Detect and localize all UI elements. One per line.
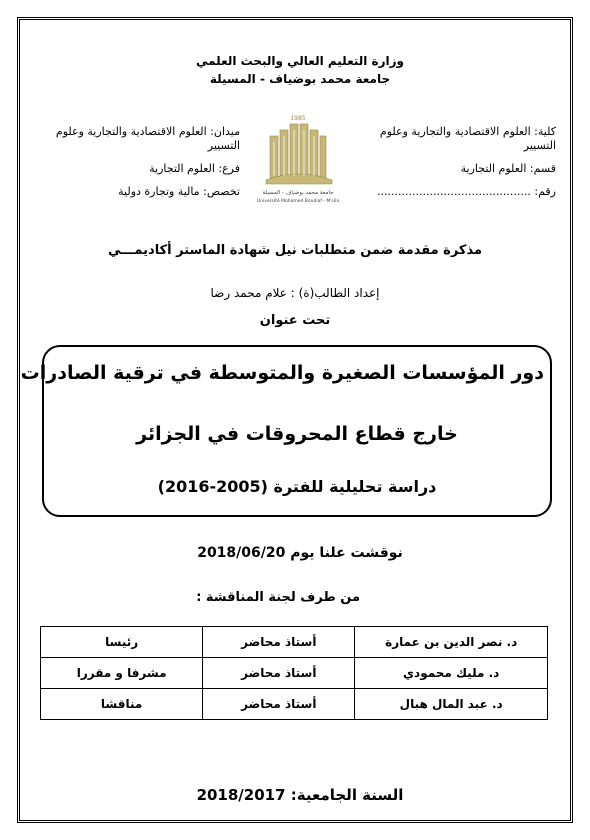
memo-statement: مذكرة مقدمة ضمن متطلبات نيل شهادة الماستر أكاديمـــي <box>107 243 483 258</box>
logo-french-name: Université Mohamed Boudiaf - M'sila <box>256 199 340 204</box>
jury-rank: أستاذ محاضر <box>203 627 355 658</box>
committee-label: من طرف لجنة المناقشة : <box>196 590 360 605</box>
jury-name: د. مليك محمودي <box>355 658 548 689</box>
jury-rank: أستاذ محاضر <box>203 689 355 720</box>
defense-date: نوقشت علنا يوم 2018/06/20 <box>197 545 403 561</box>
university-name: جامعة محمد بوضياف - المسيلة <box>209 72 391 86</box>
faculty-label: كلية: العلوم الاقتصادية والتجارية وعلوم التسيير <box>379 125 556 152</box>
thesis-title-line2: خارج قطاع المحروقات في الجزائر <box>136 423 458 445</box>
jury-role: رئيسا <box>41 627 203 658</box>
field-label: ميدان: العلوم الاقتصادية والتجارية وعلوم التسيير <box>55 125 240 152</box>
academic-year: السنة الجامعية: 2018/2017 <box>196 786 404 804</box>
under-title-label: تحت عنوان <box>259 313 331 328</box>
department-label: قسم: العلوم التجارية <box>460 162 556 175</box>
specialty-label: تخصص: مالية وتجارة دولية <box>118 185 240 198</box>
jury-table <box>40 626 548 720</box>
jury-role: مشرفا و مقررا <box>41 658 203 689</box>
table-row <box>41 689 548 720</box>
logo-arabic-name: جامعة محمد بوضياف - المسيلة <box>262 190 334 196</box>
thesis-title-line1: دور المؤسسات الصغيرة والمتوسطة في ترقية الصادرات <box>20 362 544 384</box>
jury-name: د. عبد المال هبال <box>355 689 548 720</box>
table-row <box>41 658 548 689</box>
table-row <box>41 627 548 658</box>
jury-rank: أستاذ محاضر <box>203 658 355 689</box>
author-line: إعداد الطالب(ة) : علام محمد رضا <box>210 286 380 300</box>
thesis-subtitle: دراسة تحليلية للفترة (2005-2016) <box>157 477 437 496</box>
jury-role: مناقشا <box>41 689 203 720</box>
branch-label: فرع: العلوم التجارية <box>149 162 240 175</box>
jury-name: د. نصر الدين بن عمارة <box>355 627 548 658</box>
number-label: رقم: ............................................ <box>377 185 556 198</box>
logo-year: 1985 <box>290 115 306 122</box>
university-logo <box>256 112 340 206</box>
ministry-name: وزارة التعليم العالي والبحث العلمي <box>195 54 405 68</box>
